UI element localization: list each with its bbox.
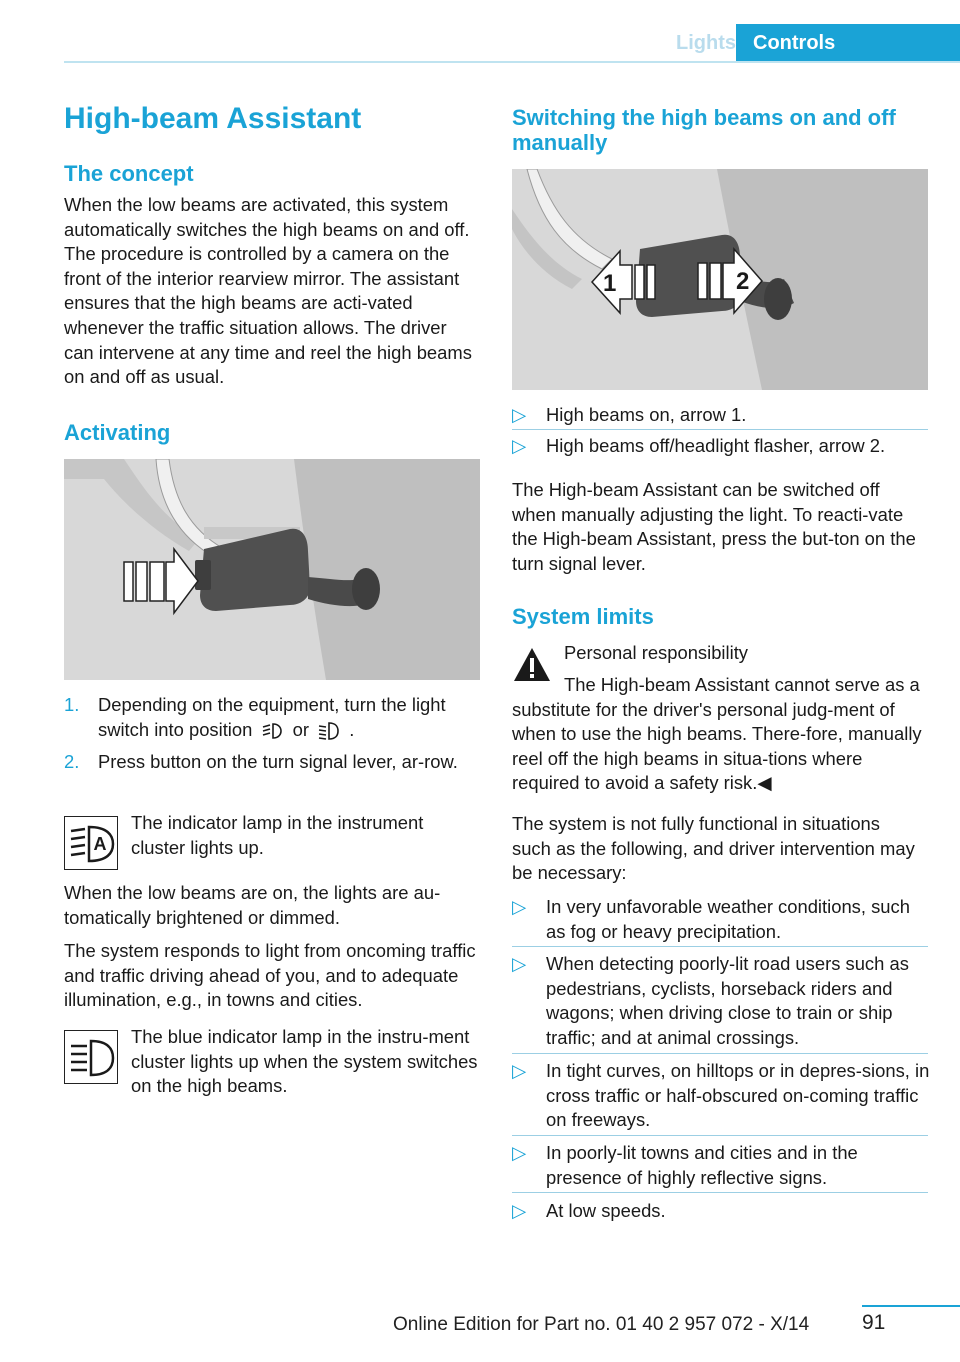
indicator-note: The indicator lamp in the instrument cluster lights up. <box>131 812 424 858</box>
header-section-tab: Lights <box>676 32 736 54</box>
arrow-2-label: 2 <box>736 268 750 295</box>
limits-heading: System limits <box>512 604 654 629</box>
divider <box>512 946 928 947</box>
bullet-marker: ▷ <box>512 1142 527 1163</box>
header-chapter-tab: Controls <box>736 24 960 61</box>
divider <box>512 1192 928 1193</box>
step-number: 1. <box>64 694 80 715</box>
list-item: ▷ In tight curves, on hilltops or in depres-sions, in cross traffic or half-obscured on-coming traffic on freeways. <box>512 1060 930 1131</box>
divider <box>512 1135 928 1136</box>
manual-paragraph: The High-beam Assistant can be switched off when manually adjusting the light. To reacti-vate the High-beam Assistant, press the but-ton on the turn signal lever. <box>512 479 916 574</box>
list-item: ▷ In poorly-lit towns and cities and in the presence of highly reflective signs. <box>512 1142 858 1188</box>
warning-text: The High-beam Assistant cannot serve as a substitute for the driver's personal judg-ment of when to use the high beams. There-fore, manually reel off the high beams in situa-tions where required to avoid a safety risk.◀ <box>512 674 922 794</box>
step-item <box>64 750 480 802</box>
step-text-or: or <box>292 718 309 740</box>
list-item: ▷ In very unfavorable weather conditions, such as fog or heavy precipitation. <box>512 896 910 942</box>
edition-footer: Online Edition for Part no. 01 40 2 957 072 - X/14 <box>393 1314 810 1335</box>
divider <box>512 1053 928 1054</box>
concept-text: When the low beams are activated, this system automatically switches the high beams on and off. The procedure is controlled by a camera on the front of the interior rearview mirror. The assistant ensures that the high beams are acti-vated whenever the traffic situation allows. The driver can intervene at any time and reel the high beams on and off as usual. <box>64 194 472 388</box>
manual-heading: Switching the high beams on and off manually <box>512 105 896 155</box>
parking-light-icon <box>261 720 283 742</box>
lever-press-illustration <box>64 459 480 680</box>
step-item <box>64 693 480 745</box>
system-response-paragraph: The system responds to light from oncoming traffic and traffic driving ahead of you, and to adequate illumination, e.g., in towns and cities. <box>64 940 476 1011</box>
lever-push-pull-illustration <box>512 169 928 390</box>
list-item: ▷ At low speeds. <box>512 1199 930 1225</box>
step-number: 2. <box>64 751 80 772</box>
svg-text:A: A <box>93 834 107 854</box>
warning-title: Personal responsibility <box>564 642 748 663</box>
page-number: 91 <box>862 1311 886 1334</box>
activating-heading: Activating <box>64 420 171 445</box>
list-item: ▷ High beams off/headlight flasher, arrow 2. <box>512 434 930 460</box>
low-beam-paragraph: When the low beams are on, the lights are au-tomatically brightened or dimmed. <box>64 882 441 928</box>
high-beam-indicator-icon <box>64 1030 118 1084</box>
step-text: Press button on the turn signal lever, ar-row. <box>98 751 458 772</box>
bullet-marker: ▷ <box>512 404 527 425</box>
arrow-1-label: 1 <box>603 270 617 297</box>
step-text-end: . <box>349 718 355 740</box>
page-number-rule <box>862 1305 960 1307</box>
step-text: Depending on the equipment, turn the light switch into position <box>98 694 446 740</box>
bullet-marker: ▷ <box>512 1200 527 1221</box>
blue-indicator-note: The blue indicator lamp in the instru-ment cluster lights up when the system switches on the high beams. <box>131 1026 478 1097</box>
header-rule <box>64 61 960 63</box>
page-title: High-beam Assistant <box>64 102 362 135</box>
bullet-marker: ▷ <box>512 1060 527 1081</box>
low-beam-icon <box>318 720 340 742</box>
high-beam-assistant-indicator-icon <box>64 816 118 870</box>
list-item: ▷ High beams on, arrow 1. <box>512 403 930 429</box>
bullet-marker: ▷ <box>512 435 527 456</box>
concept-heading: The concept <box>64 161 194 186</box>
bullet-marker: ▷ <box>512 896 527 917</box>
divider <box>512 429 928 430</box>
limits-intro: The system is not fully functional in situations such as the following, and driver intervention may be necessary: <box>512 813 915 884</box>
bullet-marker: ▷ <box>512 953 527 974</box>
list-item: ▷ When detecting poorly-lit road users such as pedestrians, cyclists, horseback riders and wagons; when driving close to train or ship traffic; and at animal crossings. <box>512 953 909 1048</box>
